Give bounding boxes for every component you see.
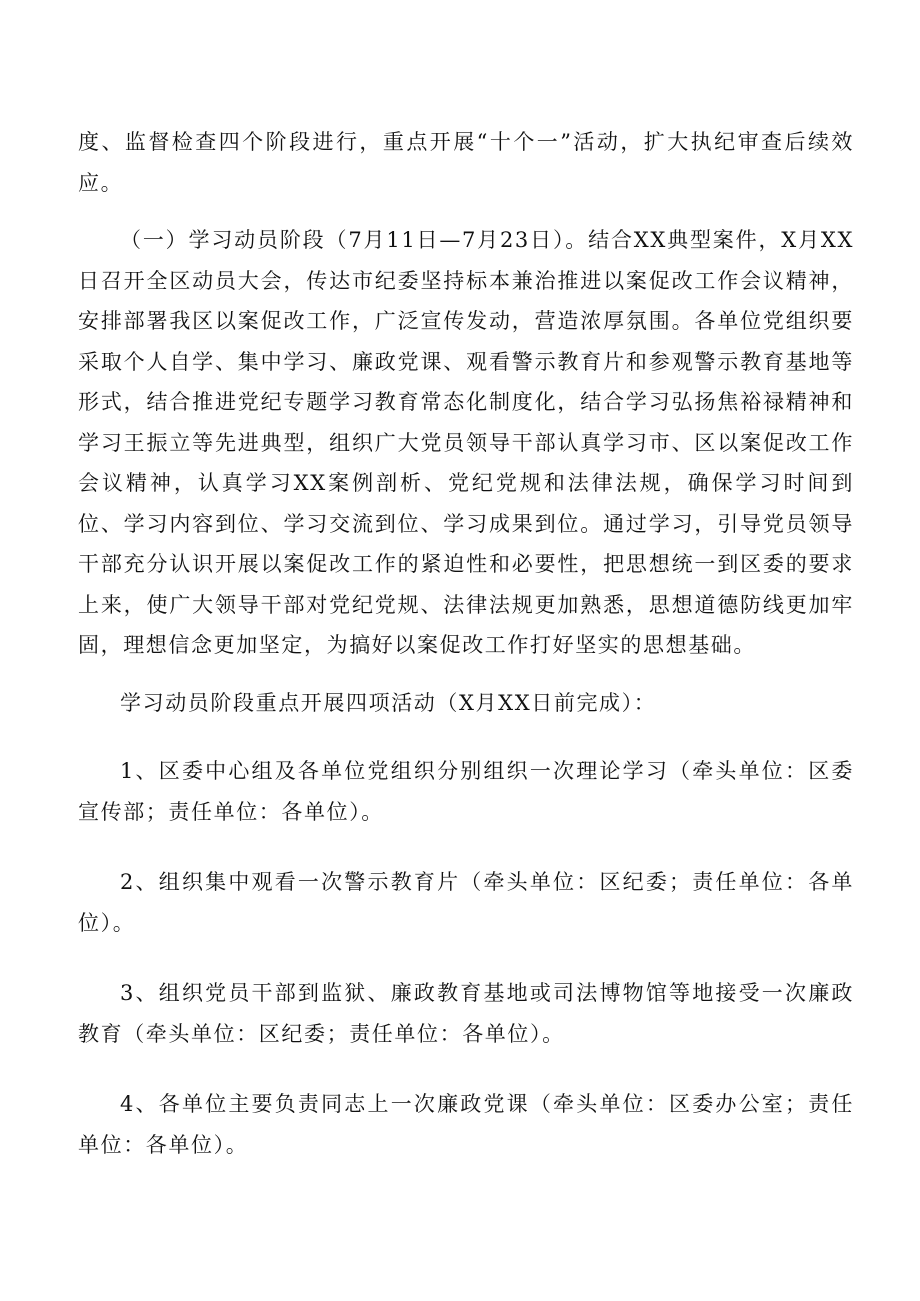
list-item-activity-3: 3、组织党员干部到监狱、廉政教育基地或司法博物馆等地接受一次廉政教育（牵头单位：区纪委；责任单位：各单位）。 <box>78 981 854 1046</box>
paragraph-study-mobilization-stage: （一）学习动员阶段（7月11日—7月23日）。结合XX典型案件，X月XX日召开全区动员大会，传达市纪委坚持标本兼治推进以案促改工作会议精神，安排部署我区以案促改工作，广泛宣传发动，营造浓厚氛围。各单位党组织要采取个人自学、集中学习、廉政党课、观看警示教育片和参观警示教育基地等形式，结合推进党纪专题学习教育常态化制度化，结合学习弘扬焦裕禄精神和学习王振立等先进典型，组织广大党员领导干部认真学习市、区以案促改工作会议精神，认真学习XX案例剖析、党纪党规和法律法规，确保学习时间到位、学习内容到位、学习交流到位、学习成果到位。通过学习，引导党员领导干部充分认识开展以案促改工作的紧迫性和必要性，把思想统一到区委的要求上来，使广大领导干部对党纪党规、法律法规更加熟悉，思想道德防线更加牢固，理想信念更加坚定，为搞好以案促改工作打好坚实的思想基础。 <box>78 228 854 657</box>
document-body <box>78 122 854 1165</box>
list-item-activity-1: 1、区委中心组及各单位党组织分别组织一次理论学习（牵头单位：区委宣传部；责任单位：各单位）。 <box>78 759 854 824</box>
paragraph-continuation: 度、监督检查四个阶段进行，重点开展“十个一”活动，扩大执纪审查后续效应。 <box>78 130 854 195</box>
list-item-activity-4: 4、各单位主要负责同志上一次廉政党课（牵头单位：区委办公室；责任单位：各单位）。 <box>78 1092 854 1157</box>
paragraph-four-activities-intro: 学习动员阶段重点开展四项活动（X月XX日前完成）： <box>120 690 657 715</box>
list-item-activity-2: 2、组织集中观看一次警示教育片（牵头单位：区纪委；责任单位：各单位）。 <box>78 870 854 935</box>
